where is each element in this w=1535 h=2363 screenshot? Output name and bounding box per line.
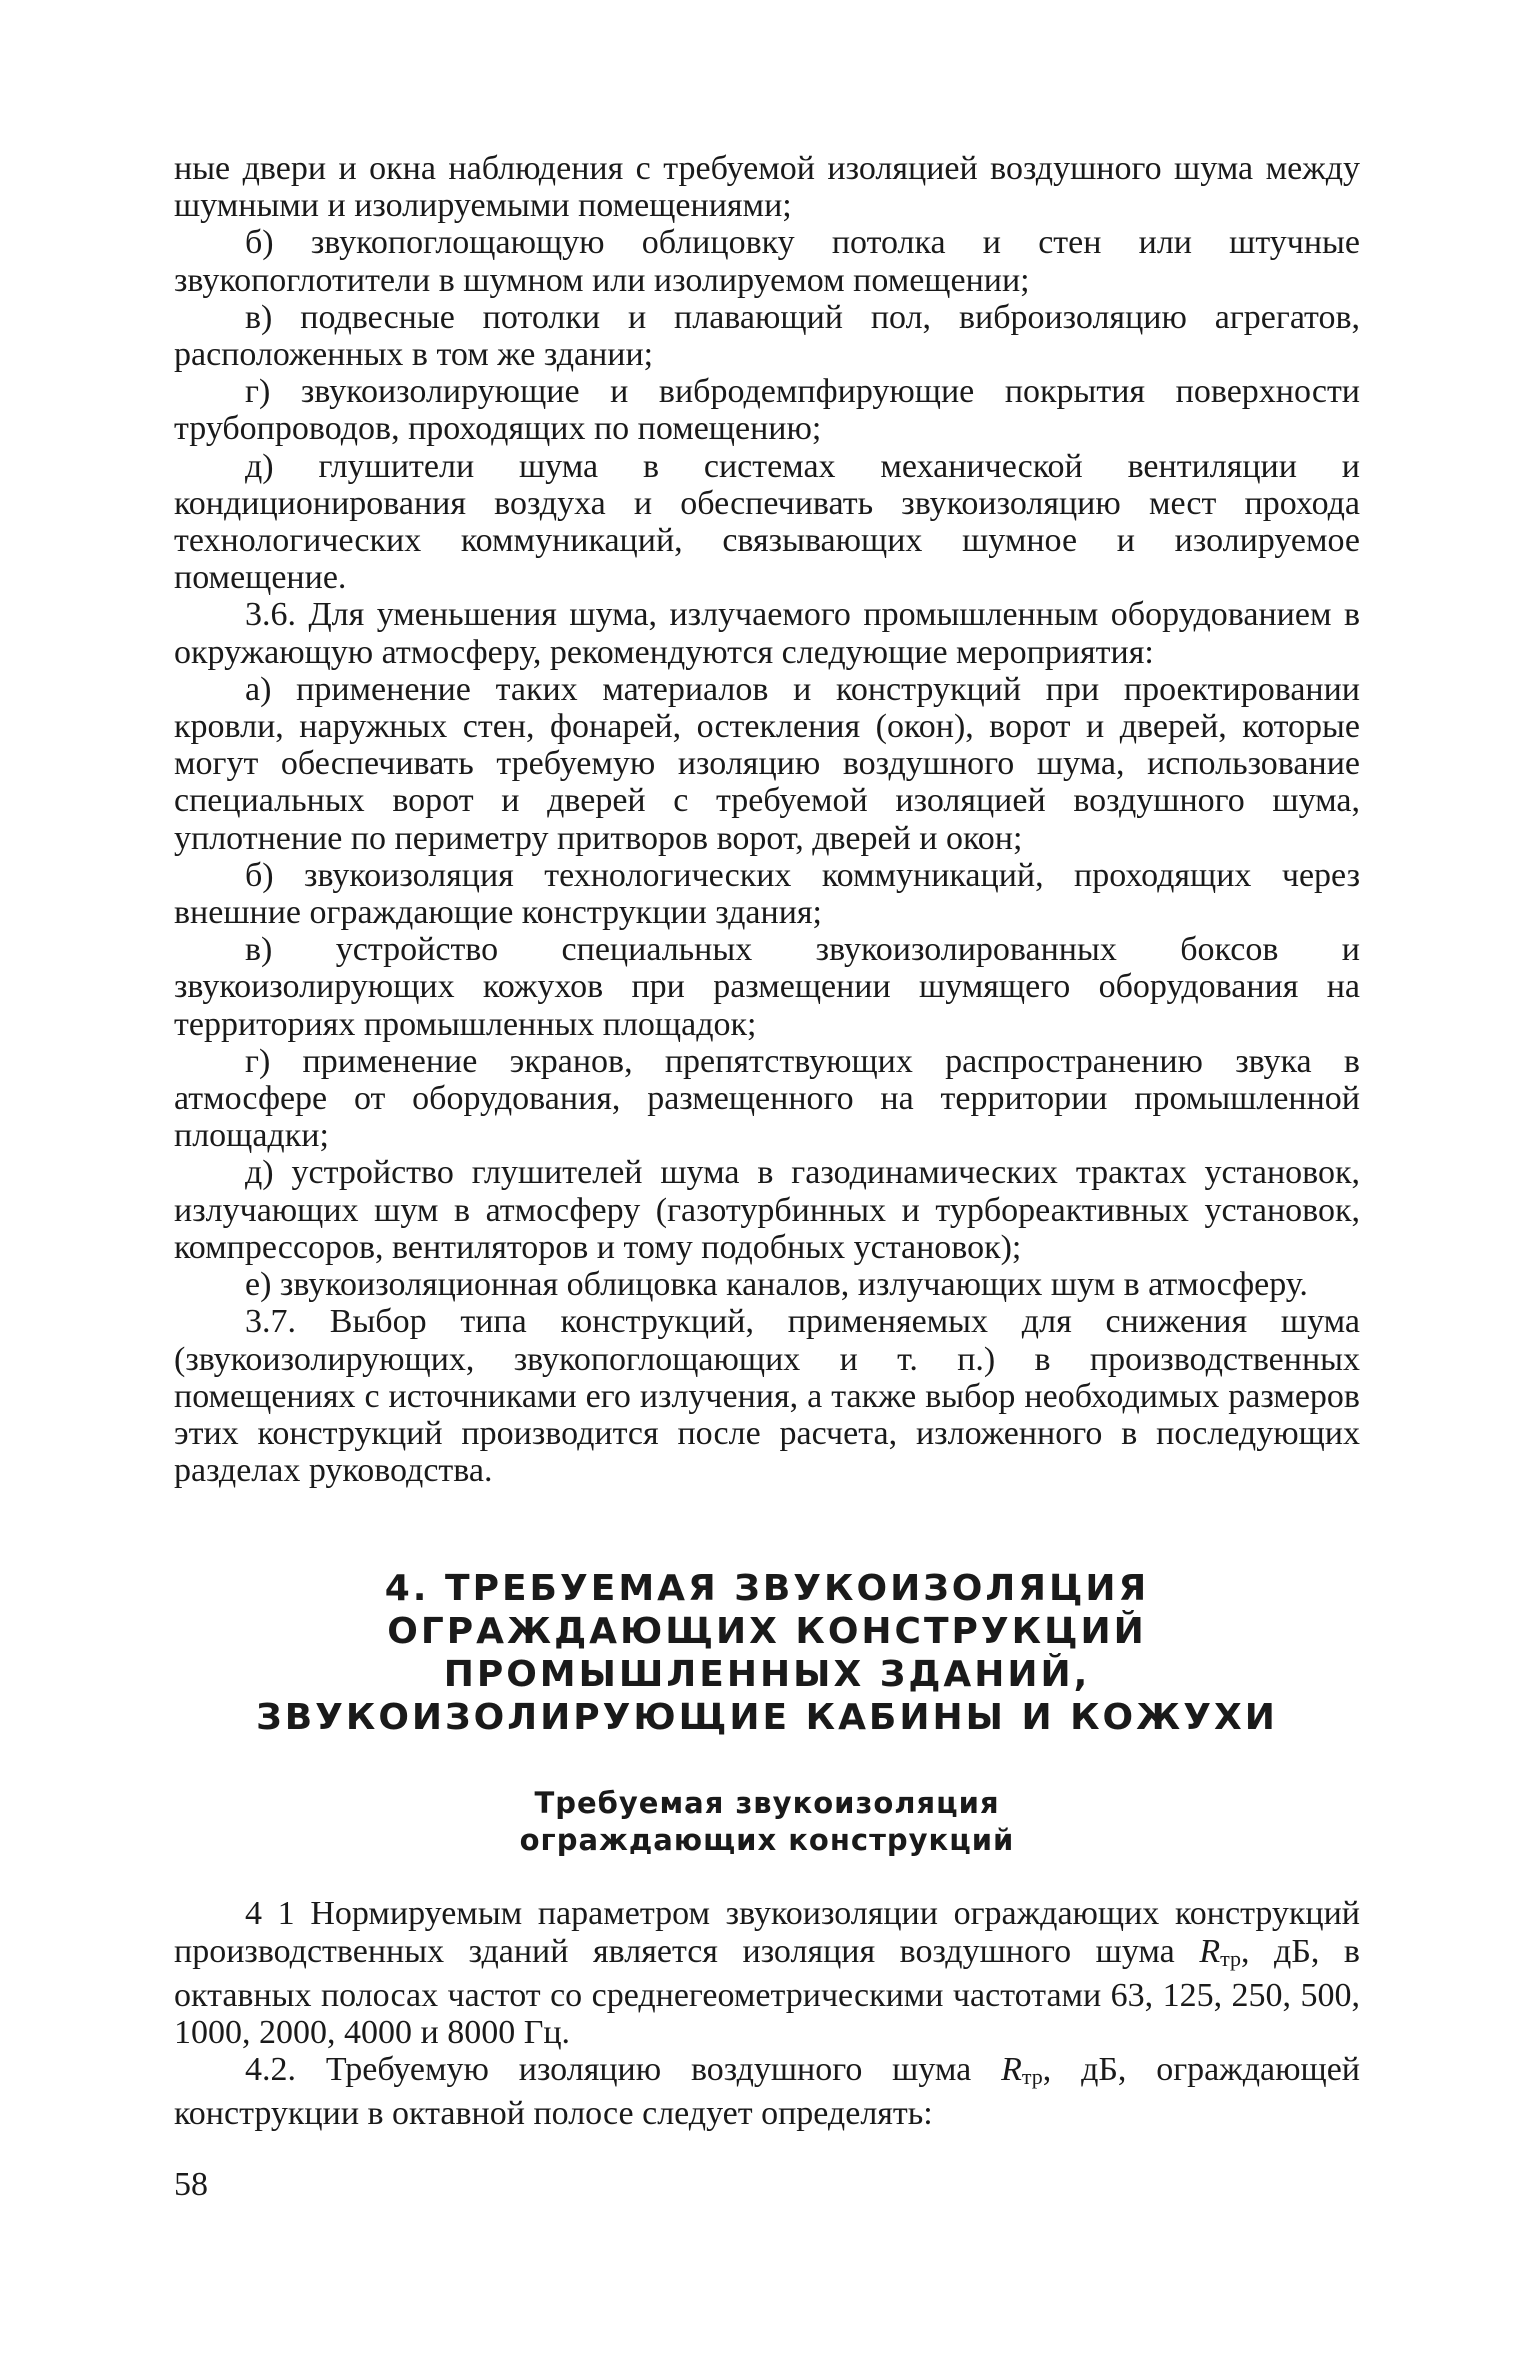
paragraph: б) звукоизоляция технологических коммуникаций, проходящих через внешние ограждающие конструкции здания; [174, 856, 1360, 932]
paragraph: г) применение экранов, препятствующих распространению звука в атмосфере от оборудования, размещенного на территории промышленной площадки; [174, 1042, 1360, 1155]
paragraph: а) применение таких материалов и конструкций при проектировании кровли, наружных стен, фонарей, остекления (окон), ворот и дверей, которые могут обеспечивать требуемую изоляцию воздушного шума, использование специальных ворот и дверей с требуемой изоляцией воздушного шума, уплотнение по периметру притворов ворот, дверей и окон; [174, 670, 1360, 857]
symbol-subscript: тр [1220, 1945, 1241, 1971]
symbol-r: R [1199, 1932, 1221, 1970]
paragraph: 3.7. Выбор типа конструкций, применяемых для снижения шума (звукоизолирующих, звукопоглощающих и т. п.) в производственных помещениях с источниками его излучения, а также выбор необходимых размеров этих конструкций производится после расчета, изложенного в последующих разделах руководства. [174, 1303, 1360, 1490]
spacer [174, 1859, 1360, 1895]
page-body [174, 150, 1360, 2133]
paragraph-4-2-text-start: 4.2. Требуемую изоляцию воздушного шума [245, 2051, 1002, 2089]
paragraph-4-1 [174, 1895, 1360, 2051]
paragraph: в) устройство специальных звукоизолированных боксов и звукоизолирующих кожухов при размещении шумящего оборудования на территориях промышленных площадок; [174, 931, 1360, 1043]
paragraph: г) звукоизолирующие и вибродемпфирующие покрытия поверхности трубопроводов, проходящих по помещению; [174, 373, 1360, 448]
symbol-subscript: тр [1021, 2064, 1043, 2090]
paragraph-4-2-text-end: , дБ, ограждающей конструкции в октавной полосе следует определять: [174, 2051, 1360, 2133]
paragraph-4-2 [174, 2051, 1360, 2132]
section-heading: 4. ТРЕБУЕМАЯ ЗВУКОИЗОЛЯЦИЯ ОГРАЖДАЮЩИХ КОНСТРУКЦИЙ ПРОМЫШЛЕННЫХ ЗДАНИЙ, ЗВУКОИЗОЛИРУЮЩИЕ КАБИНЫ И КОЖУХИ [256, 1568, 1278, 1739]
paragraph: д) устройство глушителей шума в газодинамических трактах установок, излучающих шум в атмосферу (газотурбинных и турбореактивных установок, компрессоров, вентиляторов и тому подобных установок); [174, 1154, 1360, 1266]
subsection-heading: Требуемая звукоизоляция ограждающих конструкций [519, 1786, 1015, 1858]
paragraph: 3.6. Для уменьшения шума, излучаемого промышленным оборудованием в окружающую атмосферу, рекомендуются следующие мероприятия: [174, 596, 1360, 671]
paragraph-4-1-text-start: 4 1 Нормируемым параметром звукоизоляции ограждающих конструкций производственных зданий является изоляция воздушного шума [174, 1895, 1360, 1970]
paragraph: в) подвесные потолки и плавающий пол, виброизоляцию агрегатов, расположенных в том же здании; [174, 298, 1360, 374]
paragraph: ные двери и окна наблюдения с требуемой изоляцией воздушного шума между шумными и изолируемыми помещениями; [174, 150, 1360, 225]
paragraph: д) глушители шума в системах механической вентиляции и кондиционирования воздуха и обеспечивать звукоизоляцию мест прохода технологических коммуникаций, связывающих шумное и изолируемое помещение. [174, 447, 1360, 597]
paragraph-4-1-text-end: , дБ, в октавных полосах частот со среднегеометрическими частотами 63, 125, 250, 500, 1000, 2000, 4000 и 8000 Гц. [174, 1932, 1360, 2051]
paragraph: е) звукоизоляционная облицовка каналов, излучающих шум в атмосферу. [245, 1266, 1308, 1304]
page-number: 58 [174, 2166, 208, 2203]
symbol-r: R [1001, 2051, 1022, 2089]
paragraph: б) звукопоглощающую облицовку потолка и стен или штучные звукопоглотители в шумном или изолируемом помещении; [174, 224, 1360, 299]
text-block-section-3 [174, 150, 1360, 1489]
